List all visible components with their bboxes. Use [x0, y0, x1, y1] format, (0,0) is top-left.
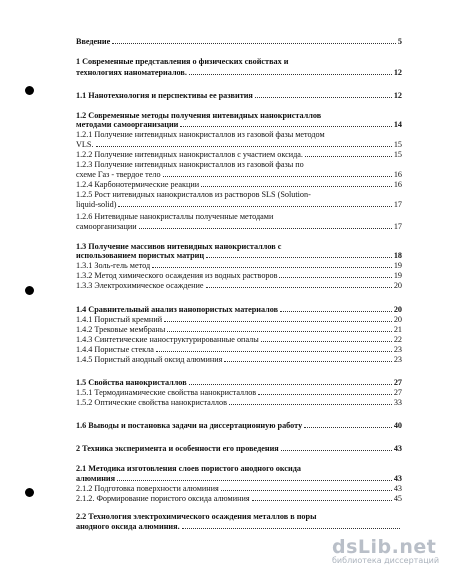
toc-entry-continuation	[76, 522, 402, 531]
toc-entry-title: 1.2.3 Получение нитевидных нанокристаллов из газовой фазы по	[76, 160, 304, 169]
toc-entry-title-cont: самоорганизации	[76, 222, 137, 231]
toc-entry-continuation	[76, 68, 402, 77]
leader-dots	[229, 398, 392, 405]
toc-entry-title: 1.4.3 Синтетические наноструктурированные опалы	[76, 335, 259, 344]
toc-entry-s1-2-2	[76, 150, 402, 159]
leader-dots	[206, 251, 392, 258]
toc-entry-title: 1.5.2 Оптические свойства нанокристаллов	[76, 398, 227, 407]
toc-entry-s1-5	[76, 378, 402, 387]
punch-hole	[25, 488, 34, 497]
toc-entry-title-cont: liquid-solid)	[76, 200, 117, 209]
toc-entry-s1-2-4	[76, 180, 402, 189]
toc-entry-title: 1.4.4 Пористые стекла	[76, 345, 154, 354]
toc-page-number: 33	[393, 398, 402, 407]
punch-hole	[25, 86, 34, 95]
toc-page-number: 5	[397, 37, 402, 46]
leader-dots	[281, 444, 392, 451]
toc-page-number: 16	[393, 180, 402, 189]
toc-page-number: 17	[393, 200, 402, 209]
toc-entry-title-cont: VLS.	[76, 140, 94, 149]
toc-page-number: 17	[393, 222, 402, 231]
toc-entry-s1-4	[76, 305, 402, 314]
toc-entry-title: 1.2.4 Карбонотермические реакции	[76, 180, 200, 189]
toc-entry-continuation	[76, 251, 402, 260]
toc-entry-title: 1.5.1 Термодинамические свойства нанокристаллов	[76, 388, 257, 397]
leader-dots	[201, 180, 392, 187]
toc-entry-s1-4-2	[76, 325, 402, 334]
leader-dots	[117, 474, 392, 481]
toc-entry-title: 2.1.2. Формирование пористого оксида алюминия	[76, 494, 250, 503]
toc-entry-title: 2.1.2 Подготовка поверхности алюминия	[76, 484, 219, 493]
toc-entry-s1-5-2	[76, 398, 402, 407]
toc-entry-title: 1.6 Выводы и постановка задачи на диссертационную работу	[76, 421, 303, 430]
toc-page-number: 19	[393, 271, 402, 280]
leader-dots	[261, 335, 392, 342]
watermark-subtitle: библиотека диссертаций	[332, 556, 440, 565]
watermark	[332, 536, 442, 572]
toc-entry-s1-2-1	[76, 130, 402, 139]
leader-dots	[255, 91, 392, 98]
toc-entry-s1-1	[76, 91, 402, 100]
leader-dots	[167, 325, 391, 332]
toc-entry-intro	[76, 37, 402, 46]
toc-entry-s2-1-2b	[76, 494, 402, 503]
toc-entry-title: 2.1 Методика изготовления слоев пористого анодного оксида	[76, 464, 301, 473]
leader-dots	[252, 494, 392, 501]
toc-entry-title: 2 Техника эксперимента и особенности его проведения	[76, 444, 279, 453]
toc-page-number: 45	[393, 494, 402, 503]
toc-page-number: 14	[393, 120, 402, 129]
toc-entry-ch1	[76, 57, 402, 66]
leader-dots	[189, 68, 392, 75]
toc-entry-title: 1.4.5 Пористый анодный оксид алюминия	[76, 355, 223, 364]
leader-dots	[139, 222, 392, 229]
toc-page-number: 16	[393, 170, 402, 179]
leader-dots	[280, 305, 392, 312]
toc-entry-title: Введение	[76, 37, 111, 46]
leader-dots	[221, 484, 392, 491]
leader-dots	[164, 315, 392, 322]
punch-hole	[25, 286, 34, 295]
toc-entry-title: 1.2.1 Получение нитевидных нанокристаллов из газовой фазы методом	[76, 130, 325, 139]
toc-entry-s1-2-3	[76, 160, 402, 169]
toc-page-number: 15	[393, 140, 402, 149]
toc-page-number: 27	[393, 378, 402, 387]
leader-dots	[163, 170, 392, 177]
toc-entry-title-cont: технологиях наноматериалов.	[76, 68, 187, 77]
toc-entry-s1-3-1	[76, 261, 402, 270]
toc-entry-title: 1.5 Свойства нанокристаллов	[76, 378, 187, 387]
leader-dots	[180, 120, 391, 127]
toc-entry-title: 1.3.1 Золь-гель метод	[76, 261, 151, 270]
toc-entry-continuation	[76, 120, 402, 129]
watermark-logo: dsLib.net	[332, 536, 437, 558]
toc-entry-title-cont: методами самоорганизации	[76, 120, 179, 129]
leader-dots	[152, 261, 392, 268]
leader-dots	[304, 421, 392, 428]
leader-dots	[112, 37, 396, 44]
toc-page-number: 21	[393, 325, 402, 334]
toc-entry-title-cont: алюминия	[76, 474, 116, 483]
toc-page-number: 27	[393, 388, 402, 397]
toc-entry-title-cont: анодного оксида алюминия.	[76, 522, 180, 531]
toc-entry-s1-3-2	[76, 271, 402, 280]
toc-entry-title: 1.4 Сравнительный анализ нанопористых материалов	[76, 305, 279, 314]
leader-dots	[96, 140, 392, 147]
leader-dots	[206, 281, 392, 288]
toc-page-number: 20	[393, 305, 402, 314]
toc-entry-title: 1.1 Нанотехнология и перспективы ее развития	[76, 91, 253, 100]
leader-dots	[182, 522, 400, 529]
toc-entry-s1-2-6	[76, 212, 402, 221]
toc-entry-title: 1.2.5 Рост нитевидных нанокристаллов из растворов SLS (Solution-	[76, 190, 311, 199]
toc-entry-title: 1.3.2 Метод химического осаждения из водных растворов	[76, 271, 278, 280]
toc-page-number: 18	[393, 251, 402, 260]
toc-entry-ch2	[76, 444, 402, 453]
toc-entry-title: 1 Современные представления о физических свойствах и	[76, 57, 289, 66]
toc-page-number: 12	[393, 91, 402, 100]
leader-dots	[258, 388, 392, 395]
toc-entry-s2-1	[76, 464, 402, 473]
toc-entry-s2-1-2	[76, 484, 402, 493]
toc-page-number: 40	[393, 421, 402, 430]
toc-entry-title: 1.4.2 Трековые мембраны	[76, 325, 166, 334]
toc-page-number: 23	[393, 345, 402, 354]
leader-dots	[224, 355, 391, 362]
toc-entry-s2-2	[76, 512, 402, 521]
leader-dots	[305, 150, 392, 157]
toc-entry-s1-4-5	[76, 355, 402, 364]
toc-page-number: 20	[393, 281, 402, 290]
toc-entry-continuation	[76, 200, 402, 209]
toc-page-number: 43	[393, 474, 402, 483]
toc-entry-title: 1.2.6 Нитевидные нанокристаллы полученные методами	[76, 212, 274, 221]
leader-dots	[118, 200, 391, 207]
toc-entry-continuation	[76, 140, 402, 149]
toc-page-number: 23	[393, 355, 402, 364]
toc-entry-title: 1.3.3 Электрохимическое осаждение	[76, 281, 204, 290]
toc-entry-s1-4-1	[76, 315, 402, 324]
toc-entry-s1-3-3	[76, 281, 402, 290]
toc-entry-title: 1.4.1 Пористый кремний	[76, 315, 163, 324]
toc-page-number: 22	[393, 335, 402, 344]
toc-entry-title: 1.3 Получение массивов нитевидных нанокристаллов с	[76, 242, 282, 251]
toc-page-number: 12	[393, 68, 402, 77]
toc-entry-s1-2	[76, 111, 402, 120]
toc-entry-continuation	[76, 170, 402, 179]
toc-page-number: 15	[393, 150, 402, 159]
toc-entry-continuation	[76, 222, 402, 231]
leader-dots	[156, 345, 392, 352]
toc-page-number: 43	[393, 484, 402, 493]
toc-entry-title: 1.2 Современные методы получения нитевидных нанокристаллов	[76, 111, 322, 120]
toc-entry-s1-6	[76, 421, 402, 430]
toc-page-number: 19	[393, 261, 402, 270]
toc-page-number: 20	[393, 315, 402, 324]
toc-entry-s1-3	[76, 242, 402, 251]
toc-entry-s1-2-5	[76, 190, 402, 199]
toc-entry-s1-4-3	[76, 335, 402, 344]
toc-entry-title-cont: схеме Газ - твердое тело	[76, 170, 161, 179]
toc-page-number: 43	[393, 444, 402, 453]
leader-dots	[279, 271, 391, 278]
toc-entry-s1-4-4	[76, 345, 402, 354]
leader-dots	[189, 378, 392, 385]
toc-entry-title-cont: использованием пористых матриц	[76, 251, 205, 260]
toc-entry-continuation	[76, 474, 402, 483]
toc-entry-s1-5-1	[76, 388, 402, 397]
toc-entry-title: 1.2.2 Получение нитевидных нанокристаллов с участием оксида.	[76, 150, 303, 159]
toc-entry-title: 2.2 Технология электрохимического осаждения металлов в поры	[76, 512, 317, 521]
